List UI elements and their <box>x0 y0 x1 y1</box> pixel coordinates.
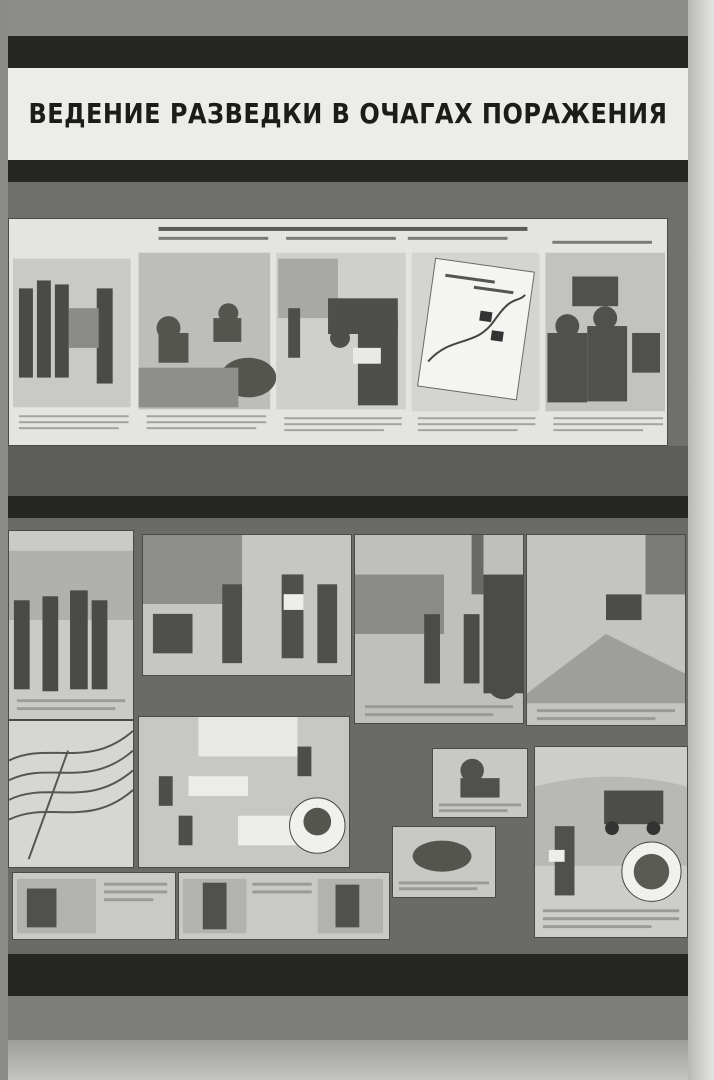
lower-panel-3 <box>354 534 524 724</box>
lower-panel-truck <box>534 746 688 938</box>
dark-band-middle <box>8 496 688 518</box>
small-panel-2 <box>392 826 496 898</box>
upper-poster <box>8 218 668 446</box>
exhibit-board <box>8 0 688 1080</box>
bottom-panel-1 <box>12 872 176 940</box>
top-strip <box>8 0 688 36</box>
lower-panel-1 <box>8 530 134 720</box>
dark-band-bottom <box>8 954 688 996</box>
photo-edge <box>686 0 714 1080</box>
upper-poster-illustrations <box>9 219 667 445</box>
gray-divider <box>8 446 688 496</box>
dark-band-under-title <box>8 160 688 182</box>
poster-title: ВЕДЕНИЕ РАЗВЕДКИ В ОЧАГАХ ПОРАЖЕНИЯ <box>28 97 668 131</box>
lower-panel-street <box>138 716 350 868</box>
lower-panel-2 <box>142 534 352 676</box>
lower-panel-4 <box>526 534 686 726</box>
small-panel-1 <box>432 748 528 818</box>
bottom-panel-2 <box>178 872 390 940</box>
dark-band-top <box>8 36 688 68</box>
bottom-strip <box>8 996 688 1040</box>
lower-map-panel <box>8 720 134 868</box>
title-band <box>8 68 688 160</box>
floor <box>8 1040 688 1080</box>
